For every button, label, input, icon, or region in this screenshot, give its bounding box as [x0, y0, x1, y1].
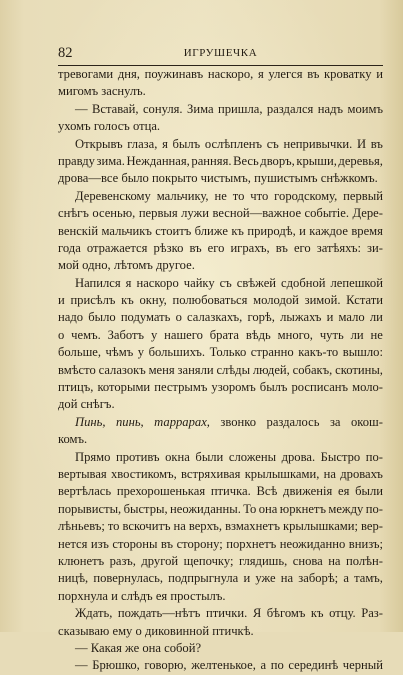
text-line: снѣгъ осенью, первыя лужи весной—важное событіе. Дере- [58, 206, 383, 221]
text-line: мигомъ заснулъ. [58, 84, 146, 99]
text-line: надо было подумать о салазкахъ, горѣ, лыжахъ и мало ли [58, 310, 383, 325]
text-line: больше, чѣмъ у большихъ. Только странно какъ-то вышло: [58, 345, 383, 360]
text-line: комъ. [58, 432, 88, 447]
text-line: лѣньевъ; то вскочитъ на верхъ, взмахнетъ крылышками; вер- [58, 519, 383, 534]
running-title: ИГРУШЕЧКА [183, 47, 258, 59]
text-line: вертѣлась прехорошенькая птичка. Всѣ движенія ея были [58, 484, 383, 499]
text-line: Открывъ глаза, я былъ ослѣпленъ съ непривычки. И въ [75, 136, 383, 151]
text-line: вмѣсто салазокъ меня заняли слѣды людей, собакъ, скотины, [58, 362, 383, 377]
text-line: клюнетъ разъ, другой щепочку; глядишь, снова на полѣн- [58, 553, 383, 568]
text-line: — Брюшко, говорю, желтенькое, а по серединѣ черный [75, 658, 383, 673]
text-line: сказываю ему о диковинной птичкѣ. [58, 623, 254, 638]
text-line: — Вставай, сонуля. Зима пришла, раздался надъ моимъ [75, 101, 383, 116]
text-line: ухомъ голосъ отца. [58, 119, 161, 134]
text-line: ницѣ, повернулась, подпрыгнула и уже на заборѣ; а тамъ, [58, 571, 383, 586]
text-line: Деревенскому мальчику, не то что городскому, первый [75, 188, 383, 203]
text-line: порывисты, быстры, неожиданны. То она юркнетъ между по- [58, 501, 383, 516]
text-line: Прямо противъ окна были сложены дрова. Быстро по- [75, 449, 383, 464]
text-line: и присѣлъ къ окну, полюбоваться молодой зимой. Кстати [58, 293, 383, 308]
text-line: дой снѣгъ. [58, 397, 115, 412]
text-line: нется изъ стороны въ сторону; порхнетъ неожиданно внизъ; [58, 536, 383, 551]
page-number: 82 [58, 45, 73, 61]
text-line: вертывая хвостикомъ, встряхивая крылышками, на дровахъ [58, 466, 383, 481]
text-line: порхнула и слѣдъ ея простылъ. [58, 588, 226, 603]
text-line: венскій мальчикъ стоитъ ближе къ природѣ, и каждое время [58, 223, 383, 238]
text-line: тревогами дня, поужинавъ наскоро, я улегся въ кроватку и [58, 67, 383, 81]
text-line: правду зима. Нежданная, ранняя. Весь дворъ, крыши, деревья, [58, 153, 383, 168]
text-line: — Какая же она собой? [75, 640, 202, 655]
body-text [58, 66, 383, 675]
text-line: о чемъ. Заботъ у нашего брата вѣдь много, чуть ли не [58, 327, 383, 342]
text-line: Ждать, пождать—нѣтъ птички. Я бѣгомъ къ отцу. Раз- [75, 606, 383, 621]
text-line: птицъ, которыми пестрымъ узоромъ былъ росписанъ моло- [58, 380, 383, 395]
text-line: Напился я наскоро чайку съ свѣжей сдобной лепешкой [75, 275, 383, 290]
text-line: Пинь, пинь, таррарах, звонко раздалось за окош- [75, 414, 383, 429]
text-line: года отражается рѣзко въ его играхъ, въ его затѣяхъ: зи- [58, 240, 383, 255]
text-line: мой одно, лѣтомъ другое. [58, 258, 195, 273]
text-line: дрова—все было покрыто чистымъ, пушистымъ снѣжкомъ. [58, 171, 378, 186]
